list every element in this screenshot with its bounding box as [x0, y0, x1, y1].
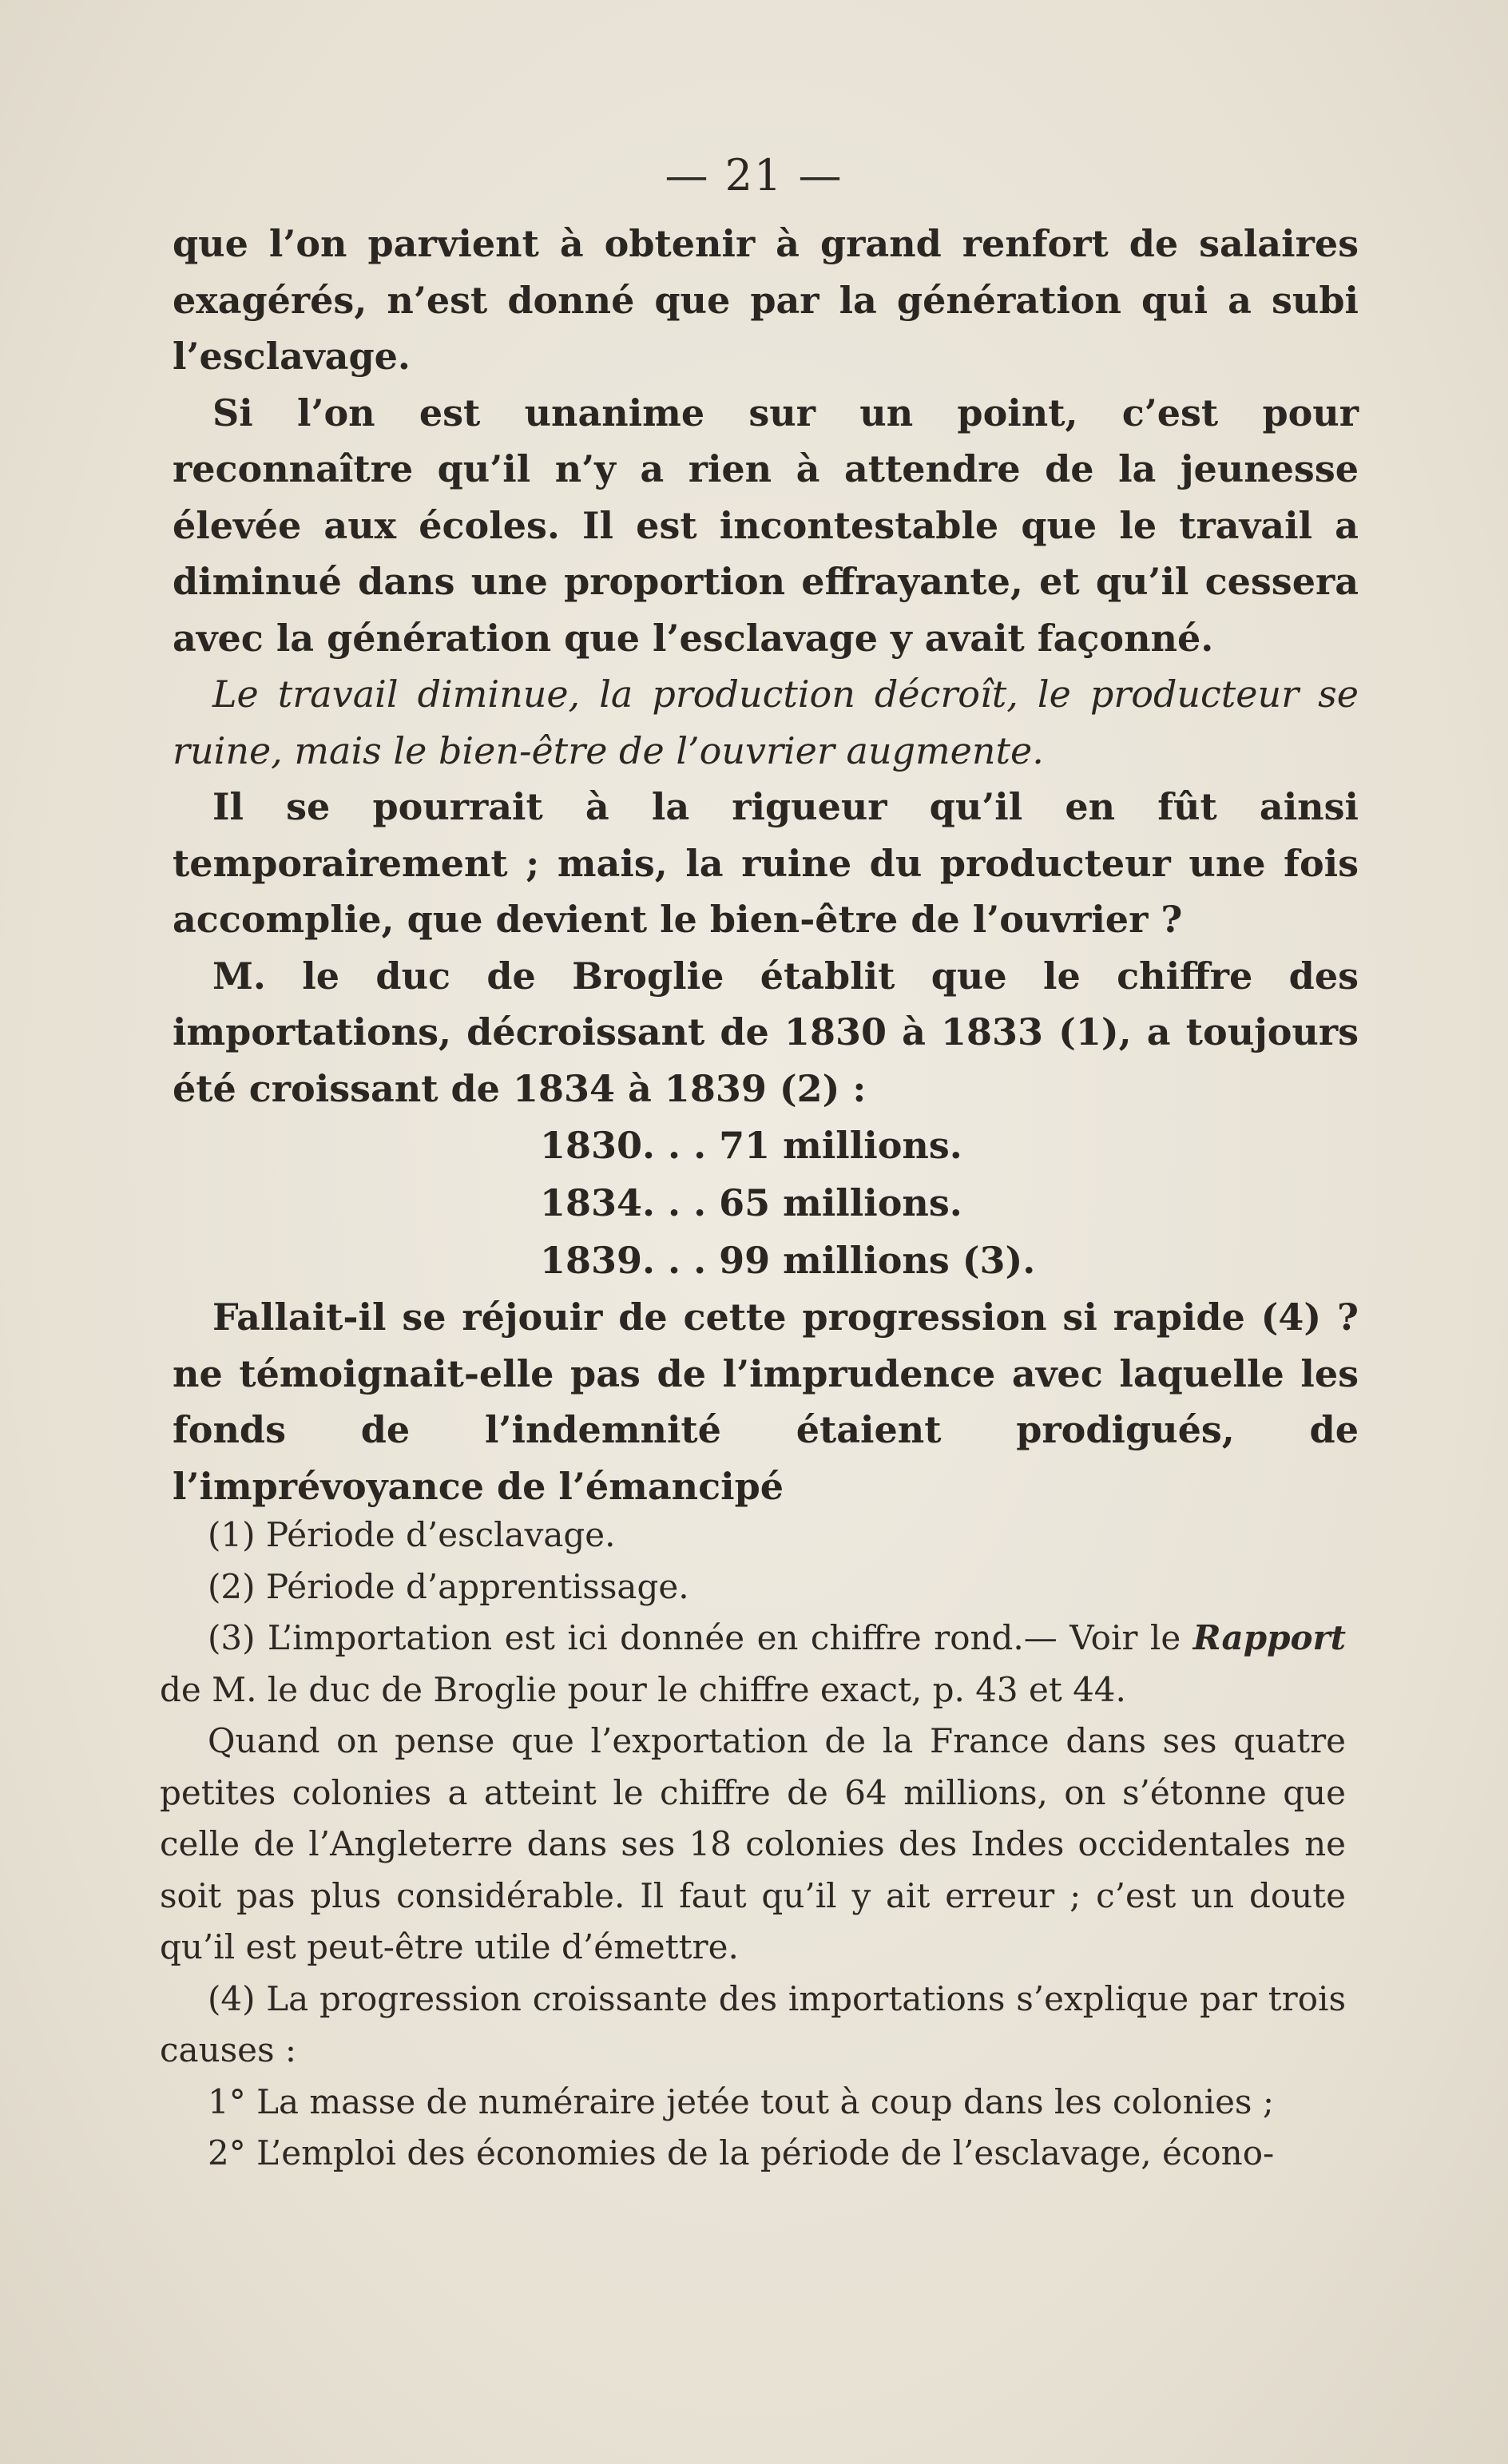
imports-year: 1834.	[540, 1181, 656, 1224]
imports-dots: . .	[655, 1124, 720, 1167]
footnote-1: (1) Période d’esclavage.	[208, 1515, 616, 1554]
imports-row	[540, 1232, 1359, 1289]
paragraph-3-italic-maxim: Le travail diminue, la production décroît, le producteur se ruine, mais le bien-être de l’ouvrier augmente.	[173, 673, 1359, 772]
paragraph-1: que l’on parvient à obtenir à grand renfort de salaires exagérés, n’est donné que par la génération qui a subi l’esclavage.	[173, 222, 1359, 378]
imports-row	[540, 1117, 1359, 1174]
footnote-4-cause-1: 1° La masse de numéraire jetée tout à coup dans les colonies ;	[208, 2081, 1274, 2121]
footnote-4-cause-2: 2° L’emploi des économies de la période de l’esclavage, écono-	[208, 2133, 1275, 2172]
footnote-2: (2) Période d’apprentissage.	[208, 1566, 689, 1606]
paragraph-2: Si l’on est unanime sur un point, c’est pour reconnaître qu’il n’y a rien à attendre de la jeunesse élevée aux écoles. Il est incontestable que le travail a diminué dans une proportion effrayante, et qu’il cessera avec la génération que l’esclavage y avait façonné.	[173, 391, 1359, 660]
footnotes	[160, 1510, 1346, 2180]
footnote-3-continuation: Quand on pense que l’exportation de la France dans ses quatre petites colonies a atteint le chiffre de 64 millions, on s’étonne que celle de l’Angleterre dans ses 18 colonies des Indes occidentales ne soit pas plus considérable. Il faut qu’il y ait erreur ; c’est un doute qu’il est peut-être utile d’émettre.	[160, 1721, 1346, 1966]
imports-year: 1830.	[540, 1124, 656, 1167]
imports-year: 1839.	[540, 1239, 656, 1282]
paragraph-6: Fallait-il se réjouir de cette progression si rapide (4) ? ne témoignait-elle pas de l’imprudence avec laquelle les fonds de l’indemnité étaient prodigués, de l’imprévoyance de l’émancipé	[173, 1295, 1359, 1508]
imports-dots: . .	[655, 1181, 720, 1224]
footnote-3-italic-rapport: Rapport	[1193, 1618, 1346, 1657]
footnote-4: (4) La progression croissante des importations s’explique par trois causes :	[160, 1978, 1346, 2069]
paragraph-5: M. le duc de Broglie établit que le chiffre des importations, décroissant de 1830 à 1833 (1), a toujours été croissant de 1834 à 1839 (2) :	[173, 954, 1359, 1110]
footnote-3-text-b: de M. le duc de Broglie pour le chiffre exact, p. 43 et 44.	[160, 1669, 1126, 1709]
imports-value: 99 millions (3).	[719, 1239, 1036, 1282]
imports-row	[540, 1174, 1359, 1232]
imports-table	[540, 1117, 1359, 1289]
imports-value: 65 millions.	[719, 1181, 962, 1224]
main-text	[173, 216, 1359, 1514]
footnote-3	[160, 1613, 1346, 1716]
imports-dots: . .	[655, 1239, 720, 1282]
footnote-3-text-a: (3) L’importation est ici donnée en chiffre rond.— Voir le	[208, 1618, 1193, 1657]
imports-value: 71 millions.	[719, 1124, 962, 1167]
page-number: — 21 —	[665, 150, 843, 200]
paragraph-4: Il se pourrait à la rigueur qu’il en fût ainsi temporairement ; mais, la ruine du producteur une fois accomplie, que devient le bien-être de l’ouvrier ?	[173, 785, 1359, 941]
